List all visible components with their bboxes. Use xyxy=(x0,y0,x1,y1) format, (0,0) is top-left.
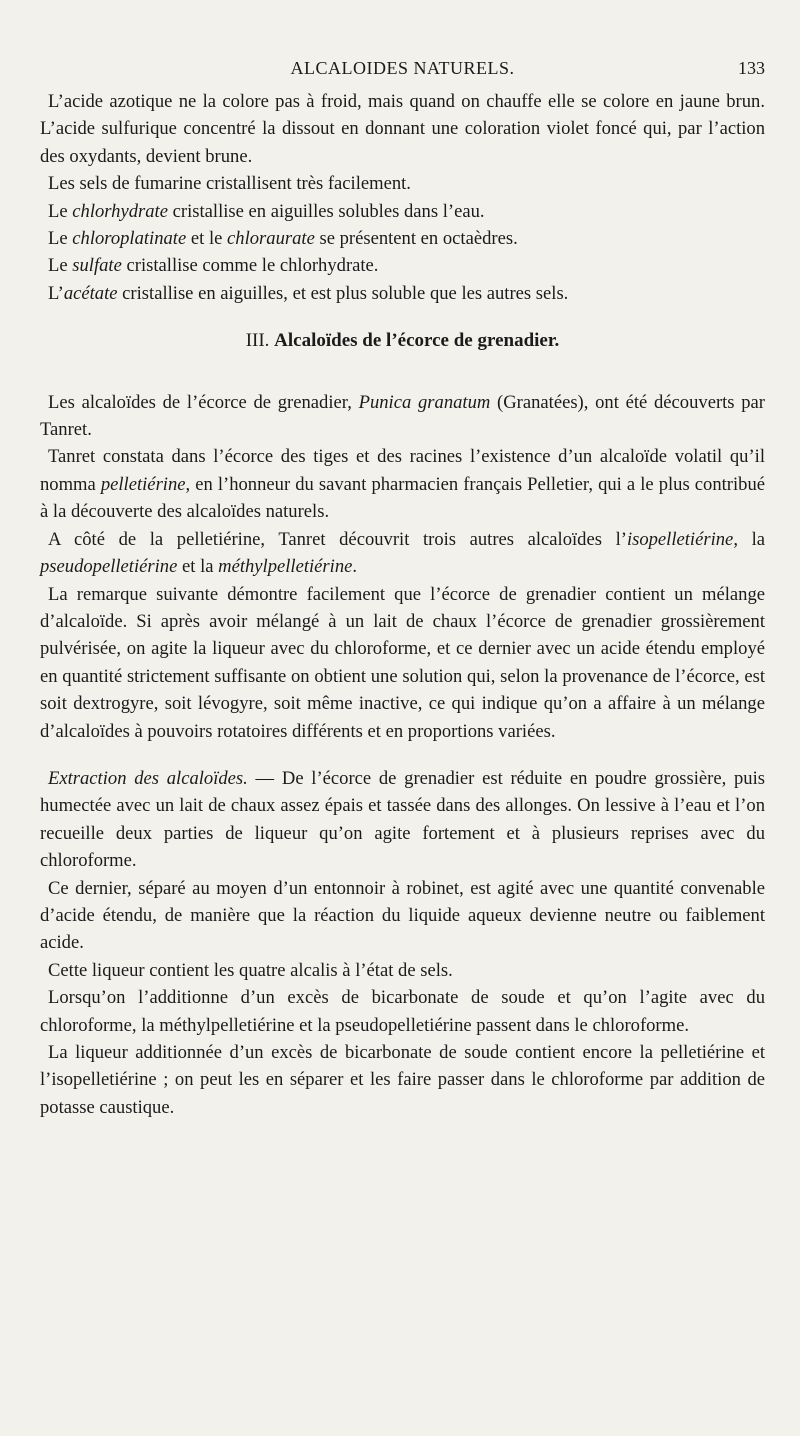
section-number: III. xyxy=(245,330,270,352)
page-number: 133 xyxy=(738,58,765,78)
paragraph: Lorsqu’on l’additionne d’un excès de bicarbonate de soude et qu’on l’agite avec du chloroforme, la méthylpelletiérine et la pseudopelletiérine passent dans le chloroforme. xyxy=(40,987,765,1036)
paragraph: Tanret constata dans l’écorce des tiges et des racines l’existence d’un alcaloïde volatil qu’il nomma pelletiérine, en l’honneur du savant pharmacien français Pelletier, qui a le plus contribué à la découverte des alcaloïdes naturels. xyxy=(40,446,765,523)
paragraph: Les sels de fumarine cristallisent très facilement. xyxy=(48,173,411,195)
paragraph: La remarque suivante démontre facilement que l’écorce de grenadier contient un mélange d’alcaloïde. Si après avoir mélangé à un lait de chaux l’écorce de grenadier grossièrement pulvérisée, on agite la liqueur avec du chloroforme, et ce dernier avec un acide étendu employé en quantité strictement suffisante on obtient une solution qui, selon la provenance de l’écorce, est soit dextrogyre, soit lévogyre, soit même inactive, ce qui indique qu’on a affaire à un mélange d’alcaloïdes à pouvoirs rotatoires différents et en proportions variées. xyxy=(40,583,765,742)
paragraph: L’acétate cristallise en aiguilles, et est plus soluble que les autres sels. xyxy=(48,282,569,304)
paragraph: Le chloroplatinate et le chloraurate se présentent en octaèdres. xyxy=(48,228,518,250)
running-title: ALCALOIDES NATURELS. xyxy=(290,58,515,78)
page xyxy=(40,58,765,1121)
paragraph: Le chlorhydrate cristallise en aiguilles solubles dans l’eau. xyxy=(48,200,485,222)
paragraph: Les alcaloïdes de l’écorce de grenadier, Punica granatum (Granatées), ont été découverts par Tanret. xyxy=(40,391,765,441)
section-heading xyxy=(40,327,765,354)
section-title: Alcaloïdes de l’écorce de grenadier. xyxy=(274,330,560,352)
extraction-heading: Extraction des alcaloïdes. xyxy=(48,767,248,789)
paragraph: L’acide azotique ne la colore pas à froid, mais quand on chauffe elle se colore en jaune brun. L’acide sulfurique concentré la dissout en donnant une coloration violet foncé qui, par l’action des oxydants, devient brune. xyxy=(40,91,765,167)
paragraph: A côté de la pelletiérine, Tanret découvrit trois autres alcaloïdes l’isopelletiérine, la pseudopelletiérine et la méthylpelletiérine. xyxy=(40,528,765,578)
paragraph: Ce dernier, séparé au moyen d’un entonnoir à robinet, est agité avec une quantité convenable d’acide étendu, de manière que la réaction du liquide aqueux devienne neutre ou faiblement acide. xyxy=(40,877,765,954)
paragraph: La liqueur additionnée d’un excès de bicarbonate de soude contient encore la pelletiérine et l’isopelletiérine ; on peut les en séparer et les faire passer dans le chloroforme par addition de potasse caustique. xyxy=(40,1042,765,1118)
paragraph: Extraction des alcaloïdes. — De l’écorce de grenadier est réduite en poudre grossière, puis humectée avec un lait de chaux assez épais et tassée dans des allonges. On lessive à l’eau et l’on recueille deux parties de liqueur qu’on agite fortement et à plusieurs reprises avec du chloroforme. xyxy=(40,767,765,872)
running-header xyxy=(40,58,765,88)
paragraph: Cette liqueur contient les quatre alcalis à l’état de sels. xyxy=(48,959,453,981)
paragraph: Le sulfate cristallise comme le chlorhydrate. xyxy=(48,255,379,277)
